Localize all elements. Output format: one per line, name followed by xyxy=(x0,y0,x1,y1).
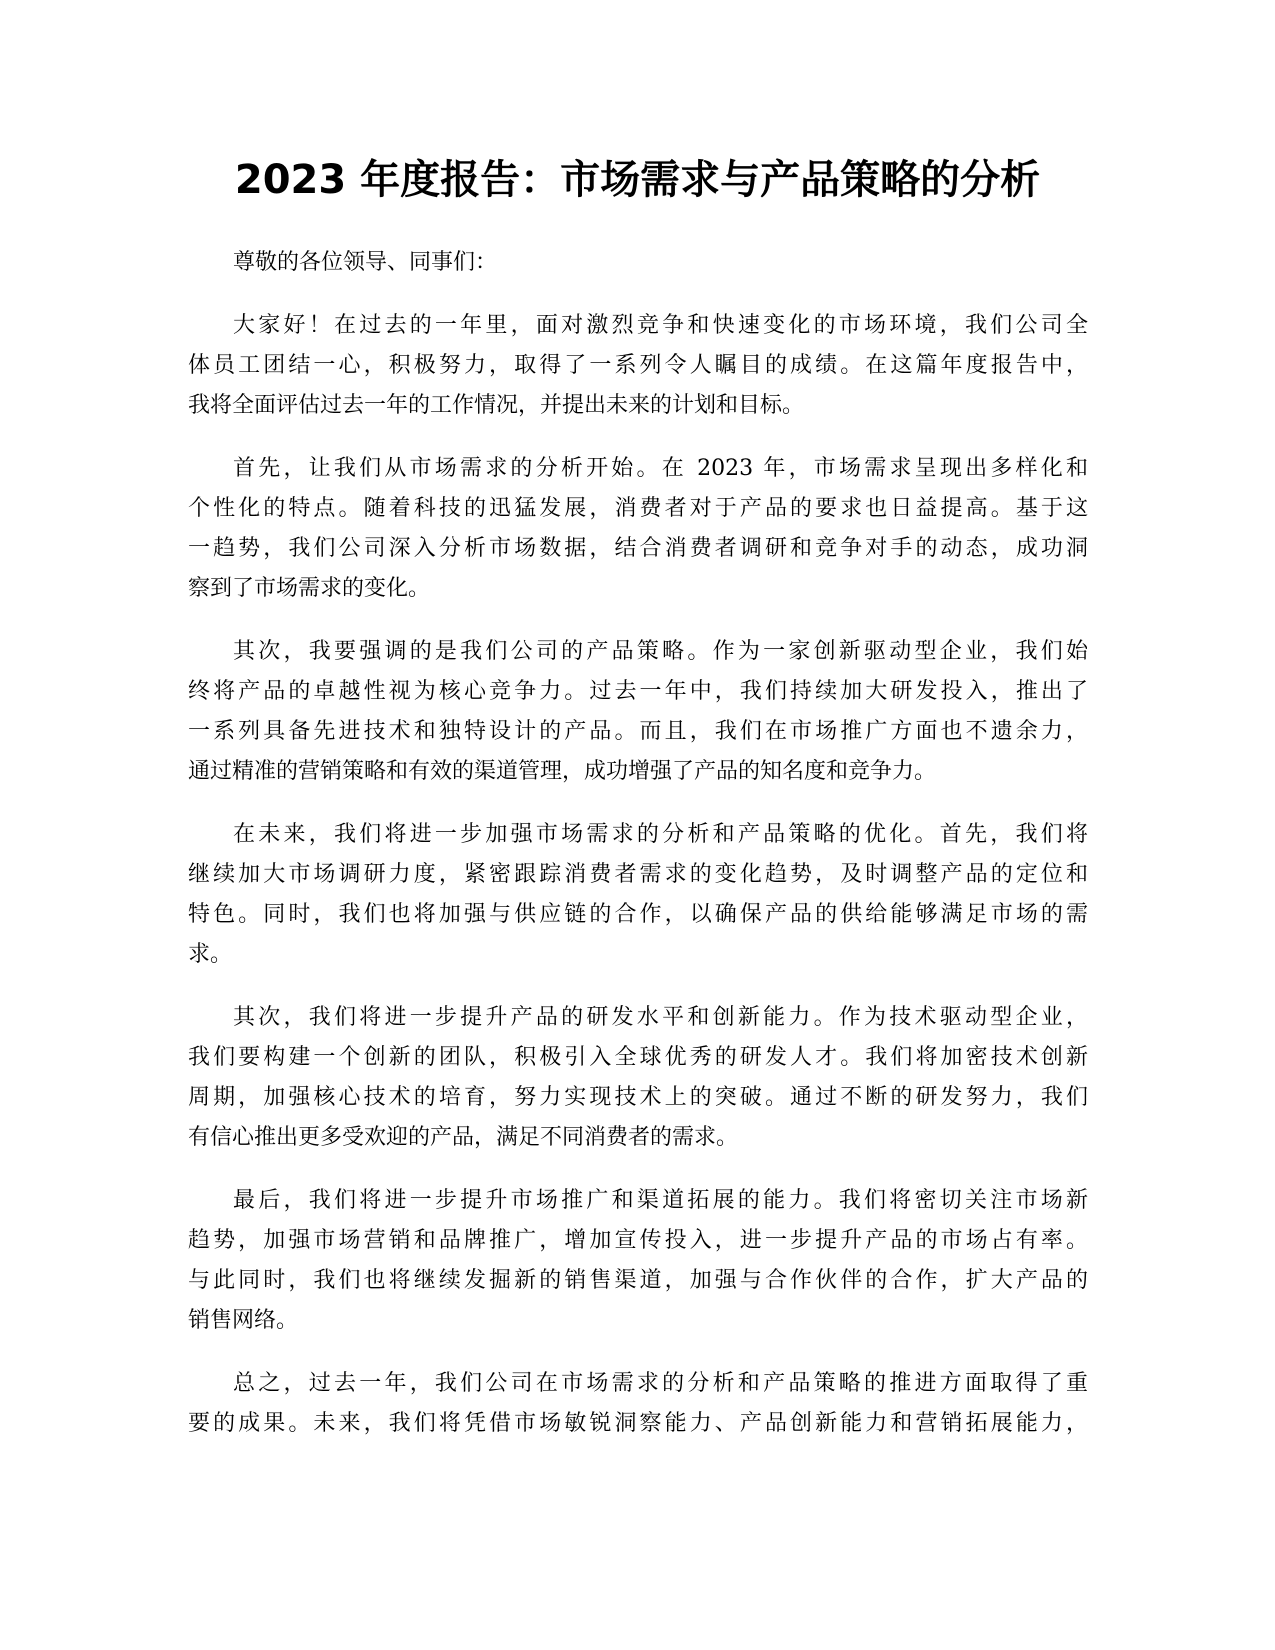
paragraph xyxy=(188,243,1088,283)
paragraph-line: 周期，加强核心技术的培育，努力实现技术上的突破。通过不断的研发努力，我们 xyxy=(188,1085,1088,1110)
paragraph-line: 尊敬的各位领导、同事们： xyxy=(233,250,498,275)
paragraph-line: 我们要构建一个创新的团队，积极引入全球优秀的研发人才。我们将加密技术创新 xyxy=(188,1045,1088,1070)
paragraph xyxy=(188,632,1088,792)
paragraph-line: 与此同时，我们也将继续发掘新的销售渠道，加强与合作伙伴的合作，扩大产品的 xyxy=(188,1268,1088,1293)
paragraph-line: 特色。同时，我们也将加强与供应链的合作，以确保产品的供给能够满足市场的需 xyxy=(188,902,1088,927)
paragraph-line: 终将产品的卓越性视为核心竞争力。过去一年中，我们持续加大研发投入，推出了 xyxy=(188,679,1088,704)
paragraph-line: 在未来，我们将进一步加强市场需求的分析和产品策略的优化。首先，我们将 xyxy=(233,822,1088,847)
paragraph-line: 最后，我们将进一步提升市场推广和渠道拓展的能力。我们将密切关注市场新 xyxy=(233,1188,1088,1213)
paragraph xyxy=(188,815,1088,975)
paragraph xyxy=(188,998,1088,1158)
paragraph-line: 其次，我要强调的是我们公司的产品策略。作为一家创新驱动型企业，我们始 xyxy=(233,639,1088,664)
paragraph-line: 我将全面评估过去一年的工作情况，并提出未来的计划和目标。 xyxy=(188,393,805,418)
paragraph xyxy=(188,306,1088,426)
document-body xyxy=(188,243,1088,1467)
paragraph-line: 其次，我们将进一步提升产品的研发水平和创新能力。作为技术驱动型企业， xyxy=(233,1005,1088,1030)
paragraph-line: 继续加大市场调研力度，紧密跟踪消费者需求的变化趋势，及时调整产品的定位和 xyxy=(188,862,1088,887)
paragraph-line: 通过精准的营销策略和有效的渠道管理，成功增强了产品的知名度和竞争力。 xyxy=(188,759,937,784)
paragraph xyxy=(188,1181,1088,1341)
document-title: 2023 年度报告：市场需求与产品策略的分析 xyxy=(234,157,1041,203)
paragraph-line: 求。 xyxy=(188,942,233,967)
paragraph-line: 大家好！在过去的一年里，面对激烈竞争和快速变化的市场环境，我们公司全 xyxy=(233,313,1088,338)
paragraph-line: 一系列具备先进技术和独特设计的产品。而且，我们在市场推广方面也不遗余力， xyxy=(188,719,1088,744)
paragraph-line: 一趋势，我们公司深入分析市场数据，结合消费者调研和竞争对手的动态，成功洞 xyxy=(188,536,1088,561)
paragraph-line: 首先，让我们从市场需求的分析开始。在 2023 年，市场需求呈现出多样化和 xyxy=(233,456,1088,481)
paragraph-line: 总之，过去一年，我们公司在市场需求的分析和产品策略的推进方面取得了重 xyxy=(233,1371,1088,1396)
paragraph-line: 个性化的特点。随着科技的迅猛发展，消费者对于产品的要求也日益提高。基于这 xyxy=(188,496,1088,521)
paragraph-line: 有信心推出更多受欢迎的产品，满足不同消费者的需求。 xyxy=(188,1125,739,1150)
paragraph xyxy=(188,449,1088,609)
paragraph-line: 察到了市场需求的变化。 xyxy=(188,576,431,601)
paragraph-line: 销售网络。 xyxy=(188,1308,299,1333)
paragraph-line: 趋势，加强市场营销和品牌推广，增加宣传投入，进一步提升产品的市场占有率。 xyxy=(188,1228,1088,1253)
paragraph xyxy=(188,1364,1088,1444)
paragraph-line: 要的成果。未来，我们将凭借市场敏锐洞察能力、产品创新能力和营销拓展能力， xyxy=(188,1411,1088,1436)
paragraph-line: 体员工团结一心，积极努力，取得了一系列令人瞩目的成绩。在这篇年度报告中， xyxy=(188,353,1088,378)
